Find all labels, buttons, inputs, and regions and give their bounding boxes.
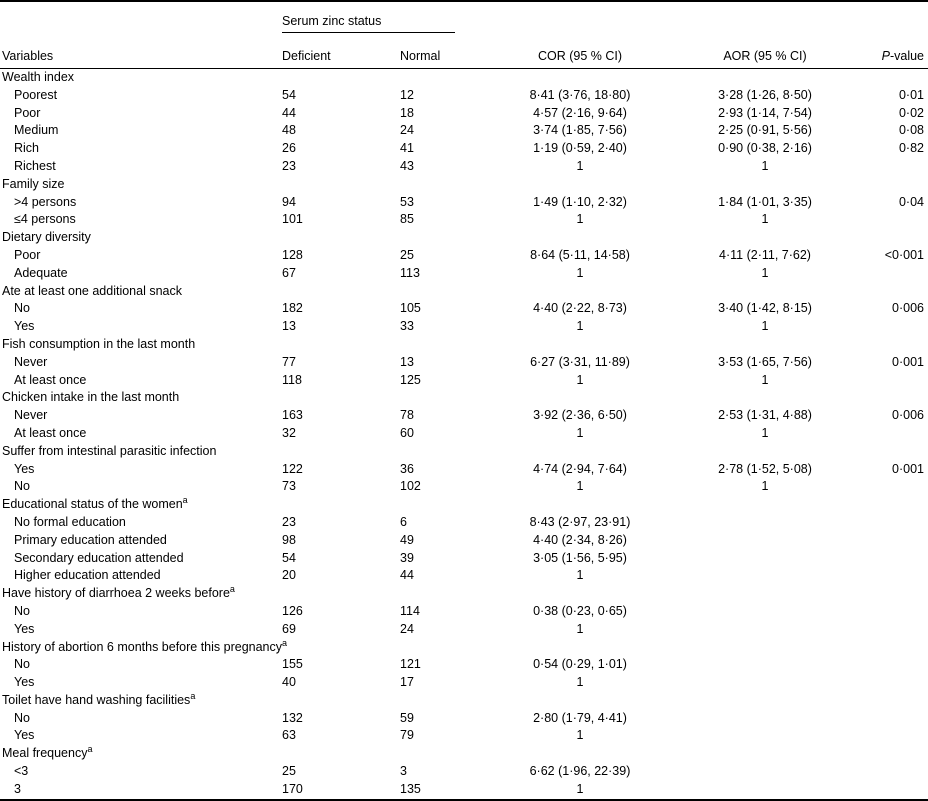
p-value: 0·006 bbox=[892, 301, 924, 316]
normal-count: 17 bbox=[400, 675, 414, 690]
deficient-count: 94 bbox=[282, 194, 296, 209]
cor-value: 1 bbox=[576, 728, 584, 743]
normal-count: 39 bbox=[400, 550, 414, 565]
normal-count: 53 bbox=[400, 194, 414, 209]
cor-value: 8·41 (3·76, 18·80) bbox=[529, 87, 631, 102]
row-label: No bbox=[14, 603, 30, 618]
row-label: Yes bbox=[14, 621, 35, 636]
deficient-count: 122 bbox=[282, 461, 303, 476]
group-row bbox=[0, 336, 928, 354]
table-row bbox=[0, 87, 928, 105]
row-label: ≤4 persons bbox=[14, 212, 76, 227]
row-label: Poor bbox=[14, 247, 41, 262]
row-label: Medium bbox=[14, 123, 59, 138]
p-value bbox=[850, 550, 928, 568]
cor-value: 1 bbox=[576, 319, 584, 334]
table-row bbox=[0, 407, 928, 425]
row-label: Poorest bbox=[14, 87, 58, 102]
table-row bbox=[0, 674, 928, 692]
table-row bbox=[0, 567, 928, 585]
p-value bbox=[850, 211, 928, 229]
group-row bbox=[0, 176, 928, 194]
p-value bbox=[850, 567, 928, 585]
spanner-label: Serum zinc status bbox=[282, 14, 382, 28]
p-value bbox=[850, 372, 928, 390]
p-value bbox=[850, 478, 928, 496]
row-label: Yes bbox=[14, 319, 35, 334]
deficient-count: 132 bbox=[282, 710, 303, 725]
normal-count: 114 bbox=[400, 603, 420, 618]
table-row bbox=[0, 727, 928, 745]
group-row bbox=[0, 283, 928, 301]
group-row bbox=[0, 585, 928, 603]
p-value bbox=[850, 514, 928, 532]
p-value bbox=[850, 265, 928, 283]
aor-value bbox=[680, 532, 850, 550]
group-label: Ate at least one additional snack bbox=[2, 283, 182, 298]
row-label: Poor bbox=[14, 105, 41, 120]
row-label: No formal education bbox=[14, 514, 126, 529]
aor-value bbox=[680, 781, 850, 799]
table-row bbox=[0, 710, 928, 728]
deficient-count: 25 bbox=[282, 764, 296, 779]
table-row bbox=[0, 158, 928, 176]
cor-value: 1 bbox=[576, 781, 584, 796]
deficient-count: 73 bbox=[282, 479, 296, 494]
col-header-aor: AOR (95 % CI) bbox=[723, 49, 807, 63]
table-row bbox=[0, 372, 928, 390]
column-header-row bbox=[0, 33, 928, 68]
normal-count: 85 bbox=[400, 212, 414, 227]
table-row bbox=[0, 621, 928, 639]
group-row bbox=[0, 692, 928, 710]
aor-value bbox=[680, 656, 850, 674]
table-row bbox=[0, 211, 928, 229]
deficient-count: 20 bbox=[282, 568, 296, 583]
footnote-marker: a bbox=[282, 637, 288, 648]
cor-value: 1 bbox=[576, 568, 584, 583]
normal-count: 78 bbox=[400, 408, 414, 423]
p-value bbox=[850, 727, 928, 745]
aor-value: 4·11 (2·11, 7·62) bbox=[719, 247, 811, 262]
aor-value: 3·53 (1·65, 7·56) bbox=[718, 354, 812, 369]
cor-value: 1 bbox=[576, 479, 584, 494]
pvalue-italic-p: P bbox=[881, 49, 890, 63]
deficient-count: 69 bbox=[282, 621, 296, 636]
aor-value: 2·25 (0·91, 5·56) bbox=[718, 123, 812, 138]
col-header-variables: Variables bbox=[2, 49, 54, 63]
table-body bbox=[0, 69, 928, 799]
table-row bbox=[0, 781, 928, 799]
cor-value: 4·57 (2·16, 9·64) bbox=[533, 105, 627, 120]
deficient-count: 63 bbox=[282, 728, 296, 743]
cor-value: 1 bbox=[576, 372, 584, 387]
group-row bbox=[0, 389, 928, 407]
table-row bbox=[0, 532, 928, 550]
deficient-count: 182 bbox=[282, 301, 303, 316]
spanner-heading bbox=[282, 2, 455, 33]
p-value bbox=[850, 621, 928, 639]
normal-count: 41 bbox=[400, 141, 414, 156]
cor-value: 3·05 (1·56, 5·95) bbox=[533, 550, 627, 565]
group-label: Dietary diversity bbox=[2, 230, 91, 245]
deficient-count: 44 bbox=[282, 105, 296, 120]
normal-count: 33 bbox=[400, 319, 414, 334]
normal-count: 121 bbox=[400, 657, 421, 672]
cor-value: 1 bbox=[576, 675, 584, 690]
group-row bbox=[0, 639, 928, 657]
deficient-count: 155 bbox=[282, 657, 303, 672]
normal-count: 102 bbox=[400, 479, 421, 494]
row-label: Yes bbox=[14, 461, 35, 476]
normal-count: 18 bbox=[400, 105, 414, 120]
cor-value: 1 bbox=[576, 212, 584, 227]
p-value: 0·82 bbox=[898, 141, 924, 156]
deficient-count: 54 bbox=[282, 550, 296, 565]
cor-value: 8·43 (2·97, 23·91) bbox=[529, 514, 631, 529]
normal-count: 25 bbox=[400, 247, 414, 262]
deficient-count: 23 bbox=[282, 514, 296, 529]
aor-value: 1 bbox=[761, 158, 769, 173]
normal-count: 105 bbox=[400, 301, 421, 316]
group-row bbox=[0, 69, 928, 87]
normal-count: 6 bbox=[400, 514, 407, 529]
normal-count: 3 bbox=[400, 764, 407, 779]
p-value bbox=[850, 763, 928, 781]
table-row bbox=[0, 478, 928, 496]
table-row bbox=[0, 656, 928, 674]
group-label: Have history of diarrhoea 2 weeks before$^a$ bbox=[2, 583, 235, 601]
aor-value: 1 bbox=[761, 265, 769, 280]
table-row bbox=[0, 265, 928, 283]
group-label: Chicken intake in the last month bbox=[2, 390, 180, 405]
normal-count: 24 bbox=[400, 123, 414, 138]
aor-value: 1 bbox=[761, 319, 769, 334]
normal-count: 13 bbox=[400, 354, 414, 369]
group-label: Family size bbox=[2, 176, 65, 191]
p-value bbox=[850, 532, 928, 550]
cor-value: 1 bbox=[576, 425, 584, 440]
aor-value: 1 bbox=[761, 425, 769, 440]
aor-value bbox=[680, 674, 850, 692]
aor-value bbox=[680, 621, 850, 639]
p-value bbox=[850, 158, 928, 176]
deficient-count: 101 bbox=[282, 212, 303, 227]
col-header-normal: Normal bbox=[400, 49, 441, 63]
deficient-count: 26 bbox=[282, 141, 296, 156]
table-row bbox=[0, 300, 928, 318]
p-value bbox=[850, 656, 928, 674]
row-label: Secondary education attended bbox=[14, 550, 184, 565]
deficient-count: 163 bbox=[282, 408, 303, 423]
cor-value: 2·80 (1·79, 4·41) bbox=[533, 710, 627, 725]
p-value: 0·006 bbox=[892, 408, 924, 423]
normal-count: 135 bbox=[400, 781, 421, 796]
row-label: No bbox=[14, 657, 30, 672]
p-value bbox=[850, 318, 928, 336]
group-label: Meal frequency$^a$ bbox=[2, 744, 93, 761]
aor-value: 2·53 (1·31, 4·88) bbox=[718, 408, 812, 423]
row-label: At least once bbox=[14, 372, 87, 387]
table-row bbox=[0, 140, 928, 158]
p-value: 0·001 bbox=[892, 461, 924, 476]
group-label: Educational status of the women$^a$ bbox=[2, 494, 188, 512]
cor-value: 1 bbox=[576, 265, 584, 280]
p-value: 0·02 bbox=[898, 105, 924, 120]
aor-value bbox=[680, 567, 850, 585]
spanner-row bbox=[0, 2, 928, 33]
p-value bbox=[850, 781, 928, 799]
row-label: >4 persons bbox=[14, 194, 77, 209]
aor-value: 0·90 (0·38, 2·16) bbox=[718, 141, 812, 156]
p-value bbox=[850, 425, 928, 443]
col-header-deficient: Deficient bbox=[282, 49, 331, 63]
aor-value: 1·84 (1·01, 3·35) bbox=[718, 194, 812, 209]
table-row bbox=[0, 550, 928, 568]
cor-value: 4·74 (2·94, 7·64) bbox=[533, 461, 627, 476]
row-label: At least once bbox=[14, 425, 87, 440]
table-row bbox=[0, 105, 928, 123]
footnote-marker: a bbox=[87, 744, 93, 755]
row-label: No bbox=[14, 710, 30, 725]
cor-value: 3·92 (2·36, 6·50) bbox=[533, 408, 627, 423]
cor-value: 1·49 (1·10, 2·32) bbox=[533, 194, 627, 209]
group-row bbox=[0, 745, 928, 763]
normal-count: 125 bbox=[400, 372, 421, 387]
p-value: <0·001 bbox=[884, 247, 924, 262]
cor-value: 4·40 (2·34, 8·26) bbox=[533, 532, 627, 547]
table-row bbox=[0, 194, 928, 212]
table-row bbox=[0, 763, 928, 781]
row-label: Primary education attended bbox=[14, 532, 167, 547]
deficient-count: 13 bbox=[282, 319, 296, 334]
cor-value: 0·54 (0·29, 1·01) bbox=[533, 657, 627, 672]
normal-count: 44 bbox=[400, 568, 414, 583]
deficient-count: 23 bbox=[282, 158, 296, 173]
deficient-count: 126 bbox=[282, 603, 303, 618]
normal-count: 49 bbox=[400, 532, 414, 547]
table-row bbox=[0, 603, 928, 621]
row-label: <3 bbox=[14, 764, 29, 779]
aor-value bbox=[680, 514, 850, 532]
group-label: Suffer from intestinal parasitic infection bbox=[2, 443, 217, 458]
aor-value: 1 bbox=[761, 212, 769, 227]
table-row bbox=[0, 461, 928, 479]
aor-value: 2·78 (1·52, 5·08) bbox=[718, 461, 812, 476]
normal-count: 24 bbox=[400, 621, 414, 636]
deficient-count: 48 bbox=[282, 123, 296, 138]
aor-value bbox=[680, 763, 850, 781]
spanner-spacer bbox=[0, 2, 282, 33]
row-label: 3 bbox=[14, 781, 21, 796]
deficient-count: 54 bbox=[282, 87, 296, 102]
deficient-count: 98 bbox=[282, 532, 296, 547]
normal-count: 79 bbox=[400, 728, 414, 743]
group-label: History of abortion 6 months before this pregnancy$^a$ bbox=[2, 637, 288, 654]
group-row bbox=[0, 496, 928, 514]
normal-count: 36 bbox=[400, 461, 414, 476]
deficient-count: 170 bbox=[282, 781, 303, 796]
row-label: Yes bbox=[14, 728, 35, 743]
cor-value: 8·64 (5·11, 14·58) bbox=[530, 247, 630, 262]
deficient-count: 77 bbox=[282, 354, 296, 369]
p-value: 0·04 bbox=[898, 194, 924, 209]
normal-count: 59 bbox=[400, 710, 414, 725]
normal-count: 12 bbox=[400, 87, 414, 102]
row-label: Rich bbox=[14, 141, 40, 156]
footnote-marker: a bbox=[190, 690, 196, 701]
deficient-count: 67 bbox=[282, 265, 296, 280]
row-label: Yes bbox=[14, 675, 35, 690]
cor-value: 1·19 (0·59, 2·40) bbox=[533, 141, 627, 156]
row-label: Never bbox=[14, 408, 48, 423]
group-label: Wealth index bbox=[2, 70, 75, 84]
footnote-marker: a bbox=[229, 583, 235, 594]
row-label: Richest bbox=[14, 158, 56, 173]
aor-value bbox=[680, 727, 850, 745]
row-label: Higher education attended bbox=[14, 568, 161, 583]
row-label: No bbox=[14, 301, 30, 316]
footnote-marker: a bbox=[182, 494, 188, 505]
col-header-pvalue bbox=[850, 49, 928, 63]
aor-value: 1 bbox=[761, 372, 769, 387]
p-value: 0·01 bbox=[898, 87, 924, 102]
aor-value bbox=[680, 603, 850, 621]
aor-value: 3·28 (1·26, 8·50) bbox=[718, 87, 812, 102]
group-row bbox=[0, 229, 928, 247]
aor-value: 3·40 (1·42, 8·15) bbox=[718, 301, 812, 316]
p-value bbox=[850, 603, 928, 621]
row-label: No bbox=[14, 479, 30, 494]
row-label: Never bbox=[14, 354, 48, 369]
cor-value: 6·27 (3·31, 11·89) bbox=[530, 354, 630, 369]
col-header-cor: COR (95 % CI) bbox=[537, 49, 623, 63]
cor-value: 4·40 (2·22, 8·73) bbox=[533, 301, 627, 316]
normal-count: 43 bbox=[400, 158, 414, 173]
table-row bbox=[0, 514, 928, 532]
cor-value: 6·62 (1·96, 22·39) bbox=[529, 764, 631, 779]
deficient-count: 32 bbox=[282, 425, 296, 440]
p-value bbox=[850, 674, 928, 692]
table-row bbox=[0, 247, 928, 265]
group-label: Toilet have hand washing facilities$^a$ bbox=[2, 690, 196, 707]
table-row bbox=[0, 318, 928, 336]
table-header bbox=[0, 2, 928, 69]
cor-value: 3·74 (1·85, 7·56) bbox=[533, 123, 627, 138]
row-label: Adequate bbox=[14, 265, 68, 280]
group-label: Fish consumption in the last month bbox=[2, 336, 196, 351]
group-row bbox=[0, 443, 928, 461]
deficient-count: 118 bbox=[282, 372, 302, 387]
deficient-count: 40 bbox=[282, 675, 296, 690]
cor-value: 1 bbox=[576, 621, 584, 636]
cor-value: 0·38 (0·23, 0·65) bbox=[533, 603, 627, 618]
aor-value bbox=[680, 550, 850, 568]
p-value: 0·08 bbox=[898, 123, 924, 138]
pvalue-rest: -value bbox=[889, 49, 924, 63]
normal-count: 113 bbox=[400, 265, 420, 280]
table-row bbox=[0, 122, 928, 140]
table-row bbox=[0, 425, 928, 443]
aor-value: 2·93 (1·14, 7·54) bbox=[718, 105, 812, 120]
table-row bbox=[0, 354, 928, 372]
p-value bbox=[850, 710, 928, 728]
p-value: 0·001 bbox=[892, 354, 924, 369]
deficient-count: 128 bbox=[282, 247, 303, 262]
normal-count: 60 bbox=[400, 425, 414, 440]
cor-value: 1 bbox=[576, 158, 584, 173]
aor-value bbox=[680, 710, 850, 728]
aor-value: 1 bbox=[761, 479, 769, 494]
